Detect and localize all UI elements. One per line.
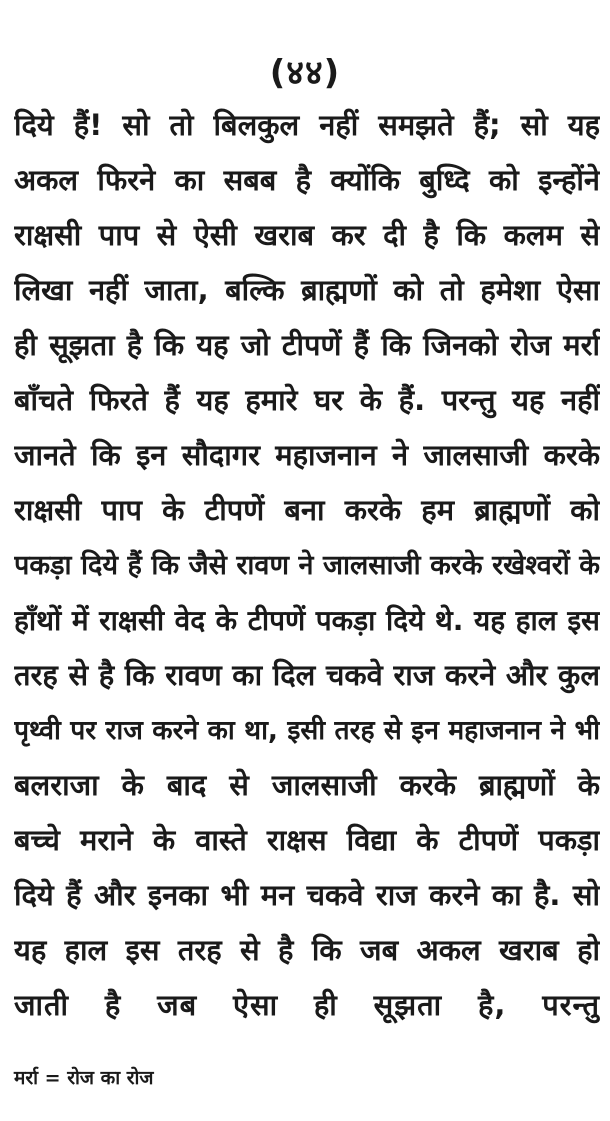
text-line: बच्चे मराने के वास्ते राक्षस विद्या के टीपणें पकड़ा xyxy=(14,823,600,857)
text-line: पृथ्वी पर राज करने का था, इसी तरह से इन महाजनान ने भी xyxy=(14,715,600,746)
text-line: लिखा नहीं जाता, बल्कि ब्राह्मणों को तो हमेशा ऐसा xyxy=(14,273,600,307)
page-number: (४४) xyxy=(269,53,341,93)
body-text xyxy=(14,98,600,1033)
text-line: राक्षसी पाप से ऐसी खराब कर दी है कि कलम से xyxy=(14,218,600,252)
text-line: यह हाल इस तरह से है कि जब अकल खराब हो xyxy=(14,933,600,967)
text-line: जाती है जब ऐसा ही सूझता है, परन्तु xyxy=(14,988,600,1022)
text-line: बाँचते फिरते हैं यह हमारे घर के हैं. परन्तु यह नहीं xyxy=(14,383,600,417)
text-line: ही सूझता है कि यह जो टीपणें हैं कि जिनको रोज मर्रा xyxy=(14,328,600,362)
text-line: पकड़ा दिये हैं कि जैसे रावण ने जालसाजी करके रखेश्वरों के xyxy=(14,550,600,581)
text-line: दिये हैं! सो तो बिलकुल नहीं समझते हैं; सो यह xyxy=(14,108,600,142)
text-line: तरह से है कि रावण का दिल चकवे राज करने और कुल xyxy=(14,658,600,692)
footnote: मर्रा = रोज का रोज xyxy=(14,1067,154,1089)
text-line: हाँथों में राक्षसी वेद के टीपणें पकड़ा दिये थे. यह हाल इस xyxy=(14,604,600,637)
text-line: राक्षसी पाप के टीपणें बना करके हम ब्राह्मणों को xyxy=(14,493,600,527)
text-line: जानते कि इन सौदागर महाजनान ने जालसाजी करके xyxy=(14,438,600,472)
text-line: बलराजा के बाद से जालसाजी करके ब्राह्मणों के xyxy=(14,768,600,802)
text-line: अकल फिरने का सबब है क्योंकि बुध्दि को इन्होंने xyxy=(14,163,600,197)
text-line: दिये हैं और इनका भी मन चकवे राज करने का है. सो xyxy=(14,878,600,912)
